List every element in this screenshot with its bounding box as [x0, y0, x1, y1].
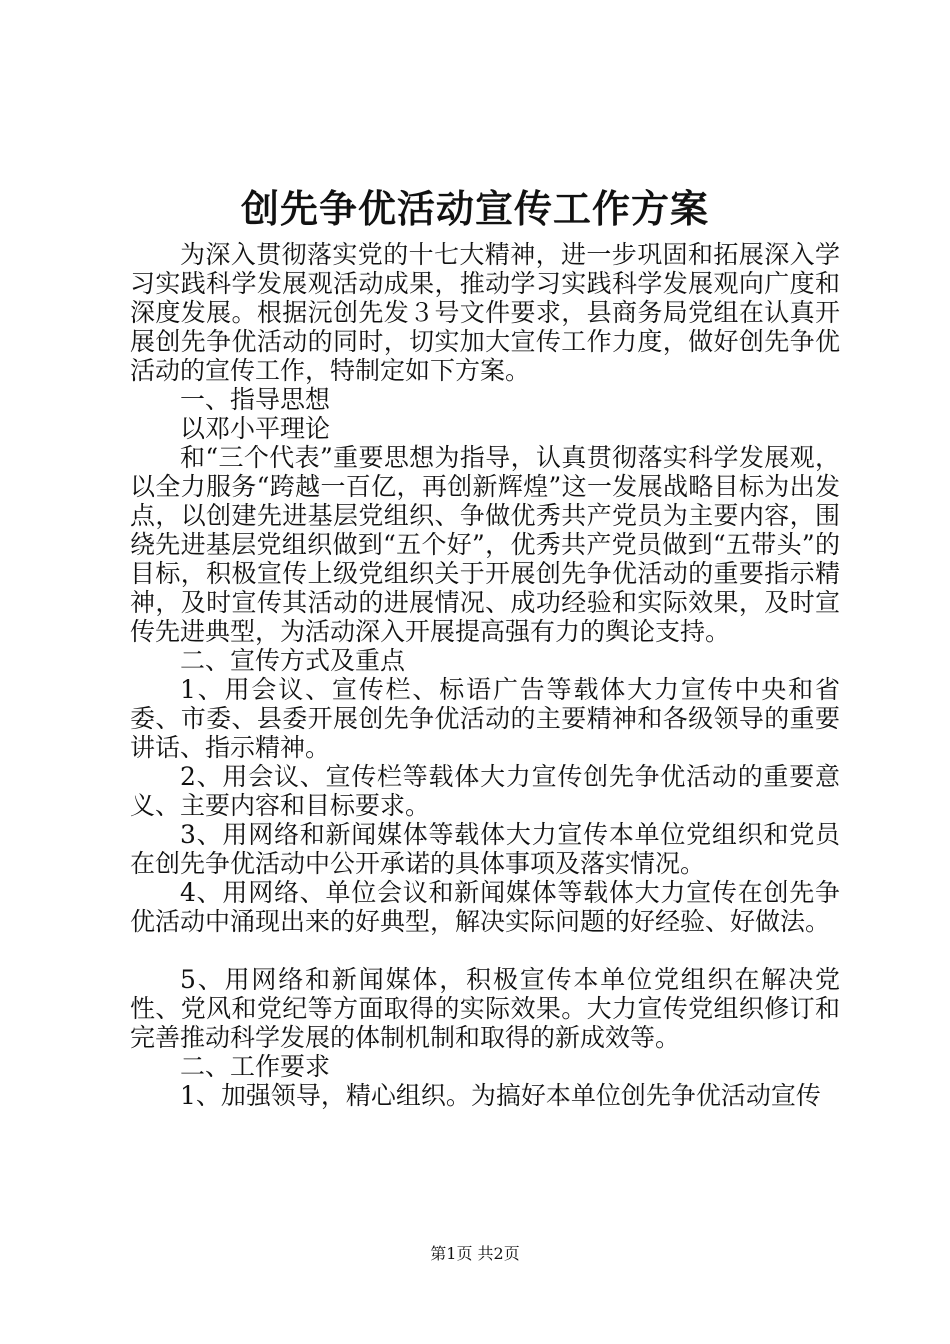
heading-publicity-methods: 二、宣传方式及重点: [180, 646, 406, 675]
paragraph-theory: 以邓小平理论: [180, 414, 331, 443]
heading-work-requirements: 二、工作要求: [180, 1052, 331, 1081]
paragraph-requirement-1: 1、加强领导，精心组织。为搞好本单位创先争优活动宣传: [180, 1081, 821, 1110]
heading-guiding-ideology: 一、指导思想: [180, 385, 331, 414]
paragraph-method-4: 4、用网络、单位会议和新闻媒体等载体大力宣传在创先争优活动中涌现出来的好典型，解决实际问题的好经验、好做法。: [130, 878, 840, 936]
document-body: [130, 240, 840, 1110]
paragraph-method-2: 2、用会议、宣传栏等载体大力宣传创先争优活动的重要意义、主要内容和目标要求。: [130, 762, 840, 820]
page-number-footer: 第1页 共2页: [430, 1244, 520, 1263]
paragraph-method-5: 5、用网络和新闻媒体，积极宣传本单位党组织在解决党性、党风和党纪等方面取得的实际效果。大力宣传党组织修订和完善推动科学发展的体制机制和取得的新成效等。: [130, 965, 840, 1052]
paragraph-intro: 为深入贯彻落实党的十七大精神，进一步巩固和拓展深入学习实践科学发展观活动成果，推动学习实践科学发展观向广度和深度发展。根据沅创先发３号文件要求，县商务局党组在认真开展创先争优活动的同时，切实加大宣传工作力度，做好创先争优活动的宣传工作，特制定如下方案。: [130, 240, 840, 385]
document-title: 创先争优活动宣传工作方案: [240, 186, 709, 231]
paragraph-method-3: 3、用网络和新闻媒体等载体大力宣传本单位党组织和党员在创先争优活动中公开承诺的具体事项及落实情况。: [130, 820, 840, 878]
paragraph-method-1: 1、用会议、宣传栏、标语广告等载体大力宣传中央和省委、市委、县委开展创先争优活动的主要精神和各级领导的重要讲话、指示精神。: [130, 675, 840, 762]
paragraph-guidance: 和“三个代表”重要思想为指导，认真贯彻落实科学发展观，以全力服务“跨越一百亿，再创新辉煌”这一发展战略目标为出发点，以创建先进基层党组织、争做优秀共产党员为主要内容，围绕先进基层党组织做到“五个好”，优秀共产党员做到“五带头”的目标，积极宣传上级党组织关于开展创先争优活动的重要指示精神，及时宣传其活动的进展情况、成功经验和实际效果，及时宣传先进典型，为活动深入开展提高强有力的舆论支持。: [130, 443, 840, 646]
